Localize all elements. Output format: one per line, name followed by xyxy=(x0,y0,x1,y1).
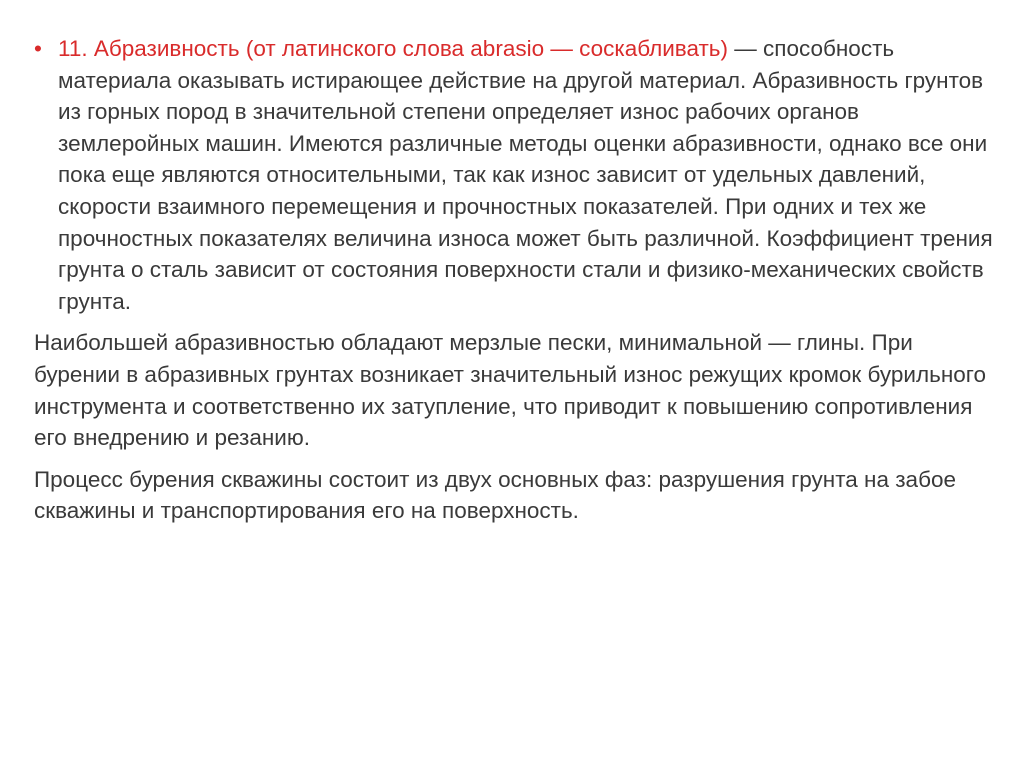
bullet-heading: 11. Абразивность (от латинского слова abrasio — соскабливать) xyxy=(58,36,729,61)
slide-text-body xyxy=(34,33,994,527)
bullet-body: — способность материала оказывать истирающее действие на другой материал. Абразивность грунтов из горных пород в значительной степени определяет износ рабочих органов землеройных машин. Имеются различные методы оценки абразивности, однако все они пока еще являются относительными, так как износ зависит от удельных давлений, скорости взаимного перемещения и прочностных показателей. При одних и тех же прочностных показателях величина износа может быть различной. Коэффициент трения грунта о сталь зависит от состояния поверхности стали и физико-механических свойств грунта. xyxy=(58,36,993,314)
paragraph-drilling-process: Процесс бурения скважины состоит из двух основных фаз: разрушения грунта на забое скважины и транспортирования его на поверхность. xyxy=(34,466,956,524)
bullet-marker: • xyxy=(34,36,42,61)
bullet-item xyxy=(34,33,994,317)
paragraph-frozen-sands: Наибольшей абразивностью обладают мерзлые пески, минимальной — глины. При бурении в абразивных грунтах возникает значительный износ режущих кромок бурильного инструмента и соответственно их затупление, что приводит к повышению сопротивления его внедрению и резанию. xyxy=(34,330,987,451)
